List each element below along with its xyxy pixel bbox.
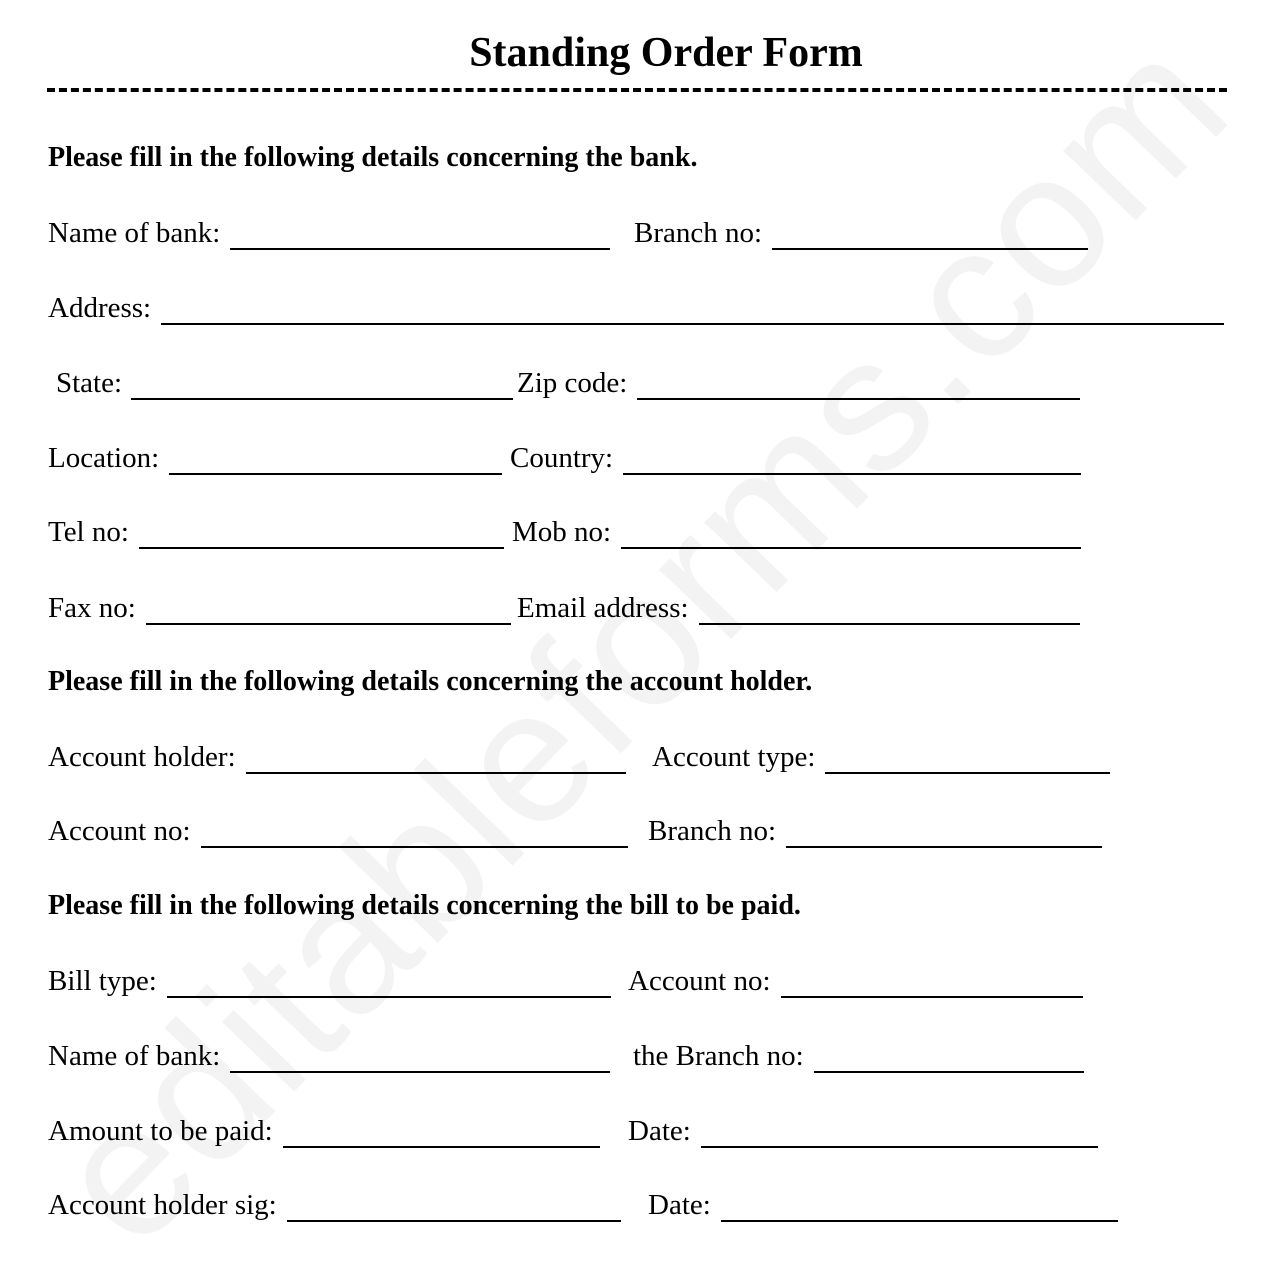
bank-state-line[interactable] xyxy=(131,366,513,400)
bank-fax-line[interactable] xyxy=(146,591,511,625)
bill-date-label: Date: xyxy=(628,1115,691,1147)
bank-address-label: Address: xyxy=(48,292,152,324)
account-holder-section-heading: Please fill in the following details concerning the account holder. xyxy=(48,666,813,697)
bank-branch-no-label: Branch no: xyxy=(634,217,763,249)
bill-type-line[interactable] xyxy=(167,964,611,998)
bank-branch-no-field[interactable] xyxy=(634,214,1088,250)
bill-branch-no-label: the Branch no: xyxy=(633,1040,804,1072)
bank-tel-label: Tel no: xyxy=(48,516,129,548)
bank-zip-field[interactable] xyxy=(517,364,1080,400)
bank-fax-label: Fax no: xyxy=(48,592,136,624)
account-no-label: Account no: xyxy=(48,815,191,847)
account-no-line[interactable] xyxy=(201,814,628,848)
form-title: Standing Order Form xyxy=(469,30,863,76)
amount-label: Amount to be paid: xyxy=(48,1115,273,1147)
bank-email-line[interactable] xyxy=(699,591,1080,625)
bank-state-field[interactable] xyxy=(56,364,513,400)
bank-address-line[interactable] xyxy=(161,291,1224,325)
signature-date-field[interactable] xyxy=(648,1186,1118,1222)
bank-fax-field[interactable] xyxy=(48,589,511,625)
bank-zip-line[interactable] xyxy=(637,366,1080,400)
bill-bank-name-field[interactable] xyxy=(48,1037,610,1073)
signature-field[interactable] xyxy=(48,1186,621,1222)
account-branch-no-line[interactable] xyxy=(786,814,1102,848)
bill-date-line[interactable] xyxy=(701,1114,1098,1148)
bank-section-heading: Please fill in the following details concerning the bank. xyxy=(48,142,698,173)
bank-tel-line[interactable] xyxy=(139,515,504,549)
bank-address-field[interactable] xyxy=(48,289,1224,325)
account-type-label: Account type: xyxy=(652,741,816,773)
signature-date-label: Date: xyxy=(648,1189,711,1221)
bank-mob-line[interactable] xyxy=(621,515,1081,549)
bank-name-line[interactable] xyxy=(230,216,610,250)
bank-location-line[interactable] xyxy=(169,441,502,475)
bank-country-field[interactable] xyxy=(510,439,1081,475)
account-branch-no-label: Branch no: xyxy=(648,815,777,847)
bill-type-label: Bill type: xyxy=(48,965,157,997)
bill-type-field[interactable] xyxy=(48,962,611,998)
bank-name-label: Name of bank: xyxy=(48,217,221,249)
account-no-field[interactable] xyxy=(48,812,628,848)
bill-bank-name-label: Name of bank: xyxy=(48,1040,221,1072)
bank-mob-label: Mob no: xyxy=(512,516,612,548)
bank-mob-field[interactable] xyxy=(512,513,1081,549)
title-divider xyxy=(47,88,1227,92)
account-branch-no-field[interactable] xyxy=(648,812,1102,848)
signature-date-line[interactable] xyxy=(721,1188,1118,1222)
amount-field[interactable] xyxy=(48,1112,600,1148)
amount-line[interactable] xyxy=(283,1114,600,1148)
bank-email-label: Email address: xyxy=(517,592,689,624)
bill-account-no-field[interactable] xyxy=(628,962,1083,998)
bank-name-field[interactable] xyxy=(48,214,610,250)
bank-state-label: State: xyxy=(56,367,123,399)
account-holder-label: Account holder: xyxy=(48,741,236,773)
bank-zip-label: Zip code: xyxy=(517,367,628,399)
watermark xyxy=(11,0,1270,1286)
bank-branch-no-line[interactable] xyxy=(772,216,1088,250)
bill-date-field[interactable] xyxy=(628,1112,1098,1148)
bill-account-no-line[interactable] xyxy=(781,964,1083,998)
signature-label: Account holder sig: xyxy=(48,1189,277,1221)
bill-section-heading: Please fill in the following details concerning the bill to be paid. xyxy=(48,890,801,921)
bank-country-line[interactable] xyxy=(623,441,1081,475)
signature-line[interactable] xyxy=(287,1188,621,1222)
bill-bank-name-line[interactable] xyxy=(230,1039,610,1073)
bill-account-no-label: Account no: xyxy=(628,965,771,997)
bank-location-field[interactable] xyxy=(48,439,502,475)
bill-branch-no-line[interactable] xyxy=(814,1039,1084,1073)
account-holder-field[interactable] xyxy=(48,738,626,774)
bank-tel-field[interactable] xyxy=(48,513,504,549)
bank-email-field[interactable] xyxy=(517,589,1080,625)
account-type-line[interactable] xyxy=(825,740,1110,774)
bill-branch-no-field[interactable] xyxy=(633,1037,1084,1073)
account-type-field[interactable] xyxy=(652,738,1110,774)
bank-location-label: Location: xyxy=(48,442,160,474)
account-holder-line[interactable] xyxy=(246,740,626,774)
bank-country-label: Country: xyxy=(510,442,614,474)
